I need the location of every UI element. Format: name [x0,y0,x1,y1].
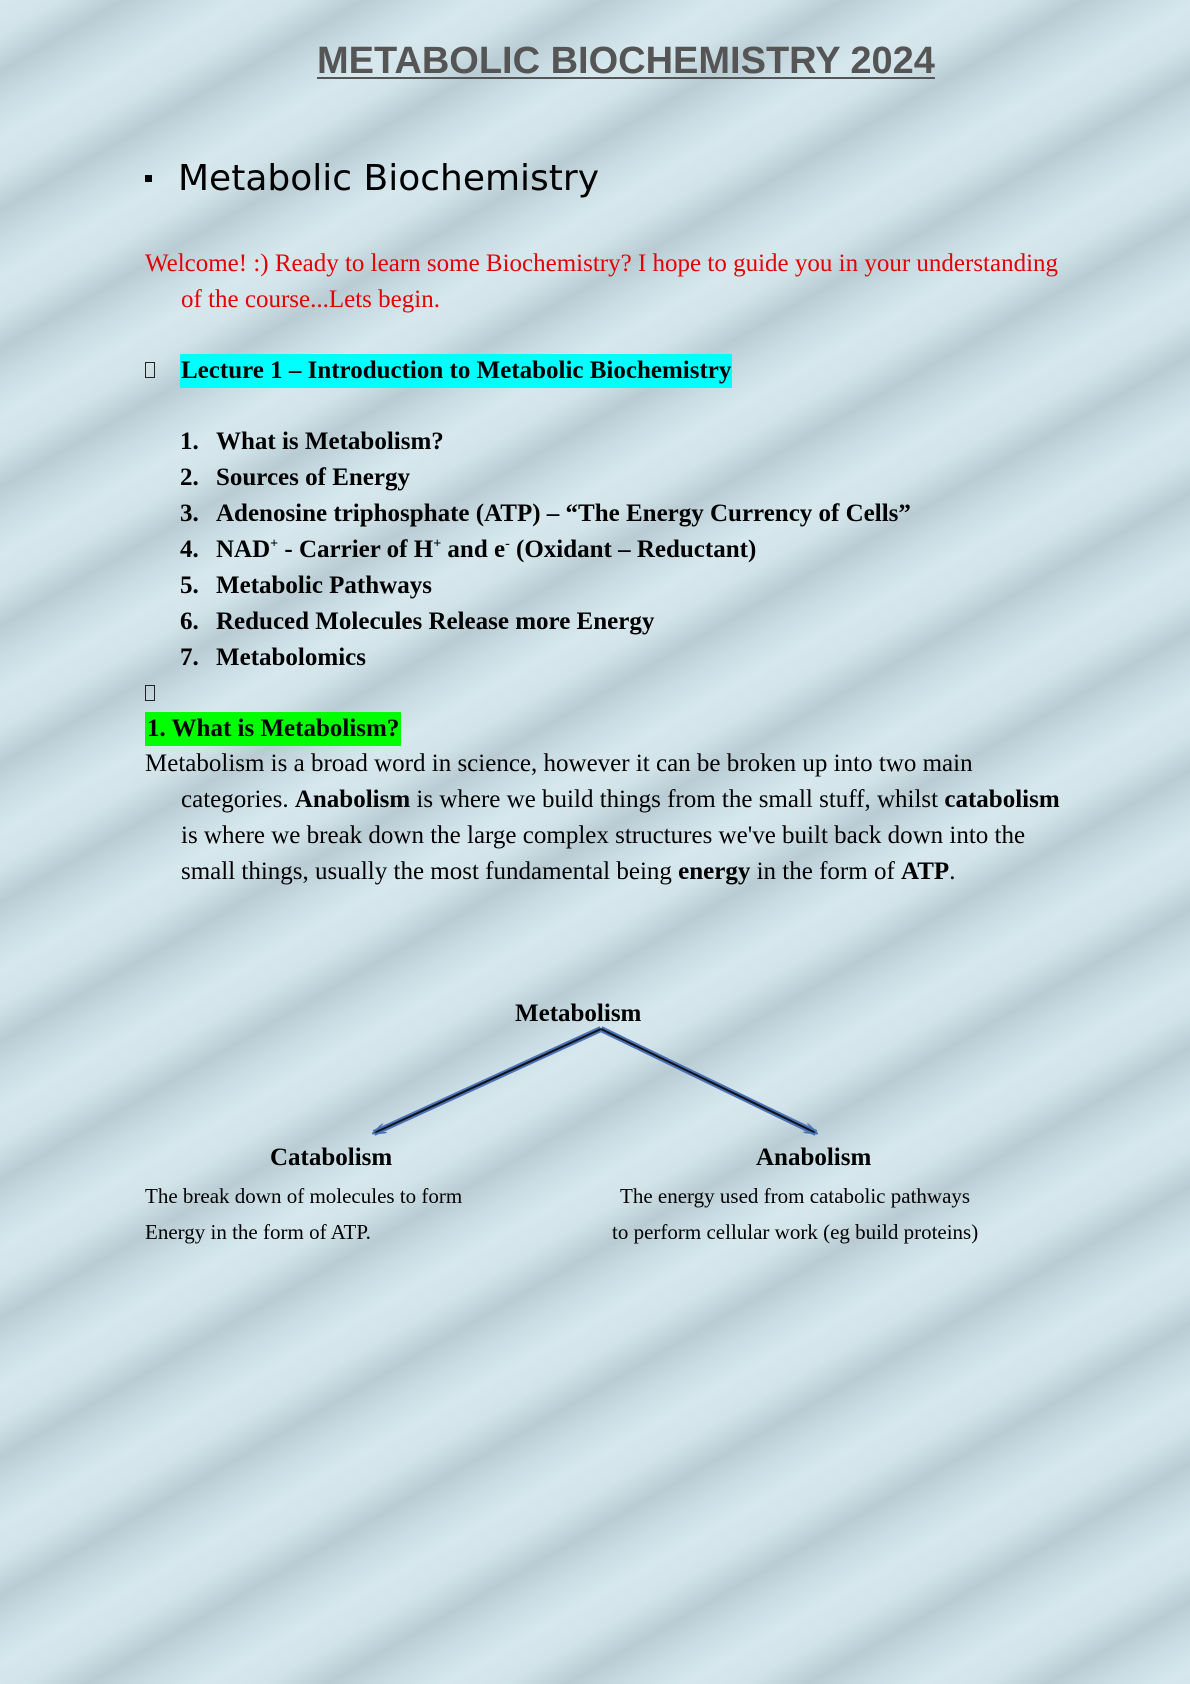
catabolism-label: Catabolism [270,1144,393,1171]
item-number: 2. [180,464,199,491]
item-text: Adenosine triphosphate (ATP) – “The Energy Currency of Cells” [216,500,911,527]
superscript: - [505,536,510,552]
bold-term: energy [678,858,751,885]
lecture-heading: Lecture 1 – Introduction to Metabolic Biochemistry [180,354,732,388]
item-text: NAD [216,536,271,563]
item-number: 3. [180,500,199,527]
text-run: is where we build things from the small stuff, whilst [410,786,945,813]
right-arrow-line [601,1029,816,1133]
bold-term: catabolism [944,786,1060,813]
bullet-heading-text: Metabolic Biochemistry [178,158,600,199]
document-title: METABOLIC BIOCHEMISTRY 2024 [317,40,935,82]
text-run: in the form of [750,858,902,885]
item-text: Sources of Energy [216,464,410,491]
welcome-message: Welcome! :) Ready to learn some Biochemistry? I hope to guide you in your understanding of the course...Lets begin. [145,250,1059,313]
item-text: What is Metabolism? [216,428,444,455]
left-arrow-line [374,1029,601,1133]
anabolism-description-line: to perform cellular work (eg build proteins) [612,1220,979,1244]
item-text: Metabolomics [216,644,366,671]
item-number: 4. [180,536,199,563]
left-arrow [374,1029,601,1133]
diagram-root-label: Metabolism [515,1000,642,1027]
bold-term: Anabolism [294,786,411,813]
anabolism-description-line: The energy used from catabolic pathways [620,1184,971,1208]
bold-term: ATP [901,858,950,885]
item-number: 7. [180,644,199,671]
right-arrow [601,1029,816,1133]
text-run: . [949,858,956,885]
catabolism-description-line: Energy in the form of ATP. [145,1220,371,1244]
item-text: (Oxidant – Reductant) [509,536,757,563]
catabolism-description-line: The break down of molecules to form [145,1184,463,1208]
text-run: Metabolism is a broad word in science, however it can be broken up into two main categories. [145,750,973,813]
superscript: + [433,536,442,552]
section-heading: 1. What is Metabolism? [145,712,401,746]
item-number: 5. [180,572,199,599]
anabolism-label: Anabolism [756,1144,872,1171]
item-number: 1. [180,428,199,455]
superscript: + [270,536,279,552]
text-run: is where we break down the large complex structures we've built back down into the small things, usually the most fundamental being [181,822,1026,885]
item-text: - Carrier of H [278,536,434,563]
item-number: 6. [180,608,199,635]
item-text: Metabolic Pathways [216,572,432,599]
item-text: and e [441,536,506,563]
item-text: Reduced Molecules Release more Energy [216,608,655,635]
